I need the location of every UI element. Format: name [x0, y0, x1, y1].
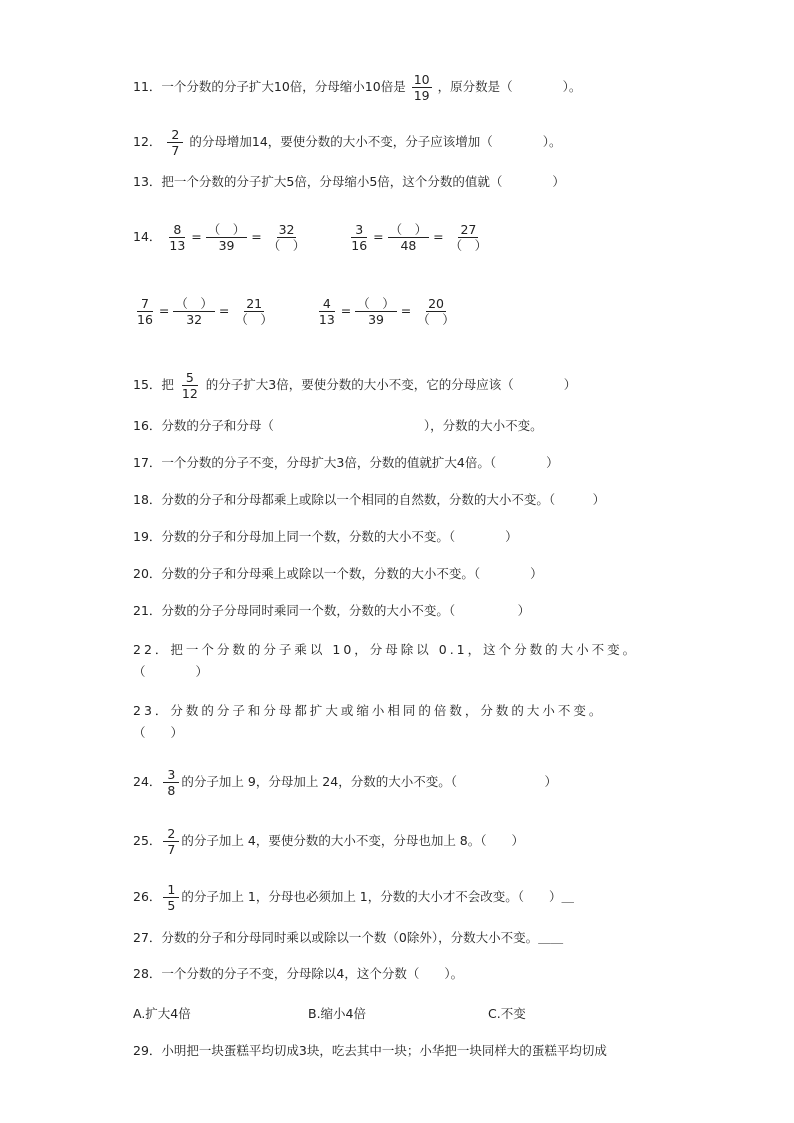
fraction-denominator: （ ）: [449, 238, 488, 253]
q14-r2b-frac-a: [317, 296, 337, 327]
question-text: 24．: [133, 774, 162, 789]
q11-text-post: ，原分数是（ ）。: [437, 79, 582, 94]
equals-sign: =: [433, 229, 444, 244]
fraction-numerator: 2: [163, 826, 179, 842]
q14-r2a-frac-b: [173, 296, 215, 327]
fraction-numerator: 3: [163, 767, 179, 783]
q28-option-a[interactable]: A.扩大4倍: [133, 1006, 191, 1021]
fraction-denominator: 13: [169, 238, 186, 253]
question-text: 19．分数的分子和分母加上同一个数，分数的大小不变。（ ）: [133, 529, 518, 544]
fraction-denominator: 48: [400, 238, 417, 253]
q13-text: 13．把一个分数的分子扩大5倍，分母缩小5倍，这个分数的值就（ ）: [133, 174, 565, 189]
fraction-numerator: 27: [460, 222, 477, 237]
question-text: 25．: [133, 833, 162, 848]
question-19: [133, 529, 518, 545]
question-23-line-1: [133, 703, 604, 719]
q15-text-pre: 15．把: [133, 377, 174, 392]
question-29: [133, 1043, 607, 1059]
question-text: 26．: [133, 889, 162, 904]
question-text: 22．把一个分数的分子乘以 10，分母除以 0.1，这个分数的大小不变。: [133, 642, 639, 657]
question-text: 29．小明把一块蛋糕平均切成3块，吃去其中一块；小华把一块同样大的蛋糕平均切成: [133, 1043, 607, 1058]
question-26: [133, 882, 574, 913]
q25-fraction: [163, 826, 179, 857]
question-text: （ ）: [133, 725, 184, 740]
q15-fraction: [180, 370, 200, 401]
equals-sign: =: [400, 303, 412, 318]
q14-r1a-frac-c: [266, 222, 308, 253]
question-24: [133, 767, 557, 798]
q12-text: 的分母增加14，要使分数的大小不变，分子应该增加（ ）。: [189, 134, 562, 149]
fraction-denominator: 12: [181, 386, 198, 401]
question-22-line-1: [133, 642, 638, 658]
question-20: [133, 566, 543, 582]
q14-r2a-frac-c: [233, 296, 275, 327]
fraction-denominator: （ ）: [235, 312, 273, 327]
q14-r2a-frac-a: [135, 296, 155, 327]
fraction-denominator: 5: [167, 898, 176, 913]
q14-r1a-frac-b: [206, 222, 248, 253]
equals-sign: =: [251, 229, 262, 244]
equals-sign: =: [218, 303, 230, 318]
equals-sign: =: [191, 229, 202, 244]
fraction-denominator: 32: [186, 312, 203, 327]
question-14-row-2: [133, 296, 459, 327]
equals-sign: =: [158, 303, 170, 318]
question-16: [133, 418, 543, 434]
question-text: 的分子加上 1，分母也必须加上 1，分数的大小才不会改变。（ ）＿: [181, 889, 575, 904]
question-28: [133, 966, 463, 982]
q14-r1b-frac-a: [349, 222, 369, 253]
question-text: 28．一个分数的分子不变，分母除以4，这个分数（ ）。: [133, 966, 464, 981]
q11-text: 11．一个分数的分子扩大10倍，分母缩小10倍是: [133, 79, 406, 94]
fraction-numerator: （ ）: [389, 222, 428, 237]
question-text: 16．分数的分子和分母（ ），分数的大小不变。: [133, 418, 543, 433]
q14-r1a-frac-a: [167, 222, 187, 253]
fraction-denominator: 39: [218, 238, 235, 253]
fraction-denominator: 7: [171, 143, 180, 158]
q24-fraction: [163, 767, 179, 798]
question-text: 27．分数的分子和分母同时乘以或除以一个数（0除外），分数大小不变。＿＿: [133, 930, 564, 945]
question-12: [133, 127, 562, 158]
question-text: 的分子加上 4，要使分数的大小不变，分母也加上 8。（ ）: [181, 833, 525, 848]
fraction-denominator: 39: [368, 312, 384, 327]
q14-r2b-frac-c: [415, 296, 457, 327]
question-27: [133, 930, 563, 946]
q14-r1b-frac-b: [388, 222, 430, 253]
q28-option-c[interactable]: C.不变: [488, 1006, 526, 1021]
question-text: 的分子加上 9，分母加上 24，分数的大小不变。（ ）: [181, 774, 557, 789]
question-11: [133, 72, 581, 103]
fraction-numerator: 7: [137, 296, 153, 312]
question-17: [133, 455, 559, 471]
q14-r2b-frac-b: [355, 296, 397, 327]
question-21: [133, 603, 530, 619]
question-text: 18．分数的分子和分母都乘上或除以一个相同的自然数，分数的大小不变。（ ）: [133, 492, 606, 507]
question-15: [133, 370, 576, 401]
q26-fraction: [163, 882, 179, 913]
fraction-numerator: 5: [182, 370, 198, 386]
question-14-row-1: [133, 222, 491, 253]
question-text: 21．分数的分子分母同时乘同一个数，分数的大小不变。（ ）: [133, 603, 531, 618]
q12-number: 12．: [133, 134, 162, 149]
fraction-denominator: 7: [167, 842, 176, 857]
q15-text: 的分子扩大3倍，要使分数的大小不变，它的分母应该（ ）: [205, 377, 577, 392]
q12-fraction: [167, 127, 183, 158]
fraction-numerator: （ ）: [207, 222, 246, 237]
question-18: [133, 492, 605, 508]
fraction-numerator: 21: [246, 296, 263, 311]
fraction-numerator: 3: [351, 222, 367, 238]
question-text: 23．分数的分子和分母都扩大或缩小相同的倍数，分数的大小不变。: [133, 703, 605, 718]
q11-fraction: [412, 72, 432, 103]
fraction-denominator: 16: [351, 238, 368, 253]
fraction-denominator: 19: [413, 88, 430, 103]
fraction-denominator: 16: [137, 312, 153, 327]
q28-option-b[interactable]: B.缩小4倍: [308, 1006, 367, 1021]
equals-sign: =: [340, 303, 352, 318]
fraction-numerator: 10: [413, 72, 430, 87]
question-13: [133, 174, 565, 190]
equals-sign: =: [373, 229, 384, 244]
fraction-numerator: 32: [278, 222, 295, 237]
fraction-numerator: 4: [319, 296, 335, 312]
fraction-numerator: 20: [428, 296, 444, 311]
q14-number: 14．: [133, 229, 162, 244]
question-text: 17．一个分数的分子不变，分母扩大3倍，分数的值就扩大4倍。（ ）: [133, 455, 559, 470]
fraction-numerator: （ ）: [357, 296, 395, 311]
fraction-numerator: 1: [163, 882, 179, 898]
fraction-numerator: 2: [167, 127, 183, 143]
fraction-denominator: （ ）: [417, 312, 455, 327]
question-22-line-2: [133, 664, 208, 680]
question-25: [133, 826, 524, 857]
question-text: （ ）: [133, 664, 209, 679]
fraction-denominator: 13: [318, 312, 335, 327]
fraction-denominator: （ ）: [267, 238, 306, 253]
fraction-denominator: 8: [167, 783, 176, 798]
fraction-numerator: （ ）: [175, 296, 213, 311]
question-23-line-2: [133, 725, 183, 741]
question-text: 20．分数的分子和分母乘上或除以一个数，分数的大小不变。（ ）: [133, 566, 543, 581]
fraction-numerator: 8: [169, 222, 185, 238]
q14-r1b-frac-c: [448, 222, 490, 253]
